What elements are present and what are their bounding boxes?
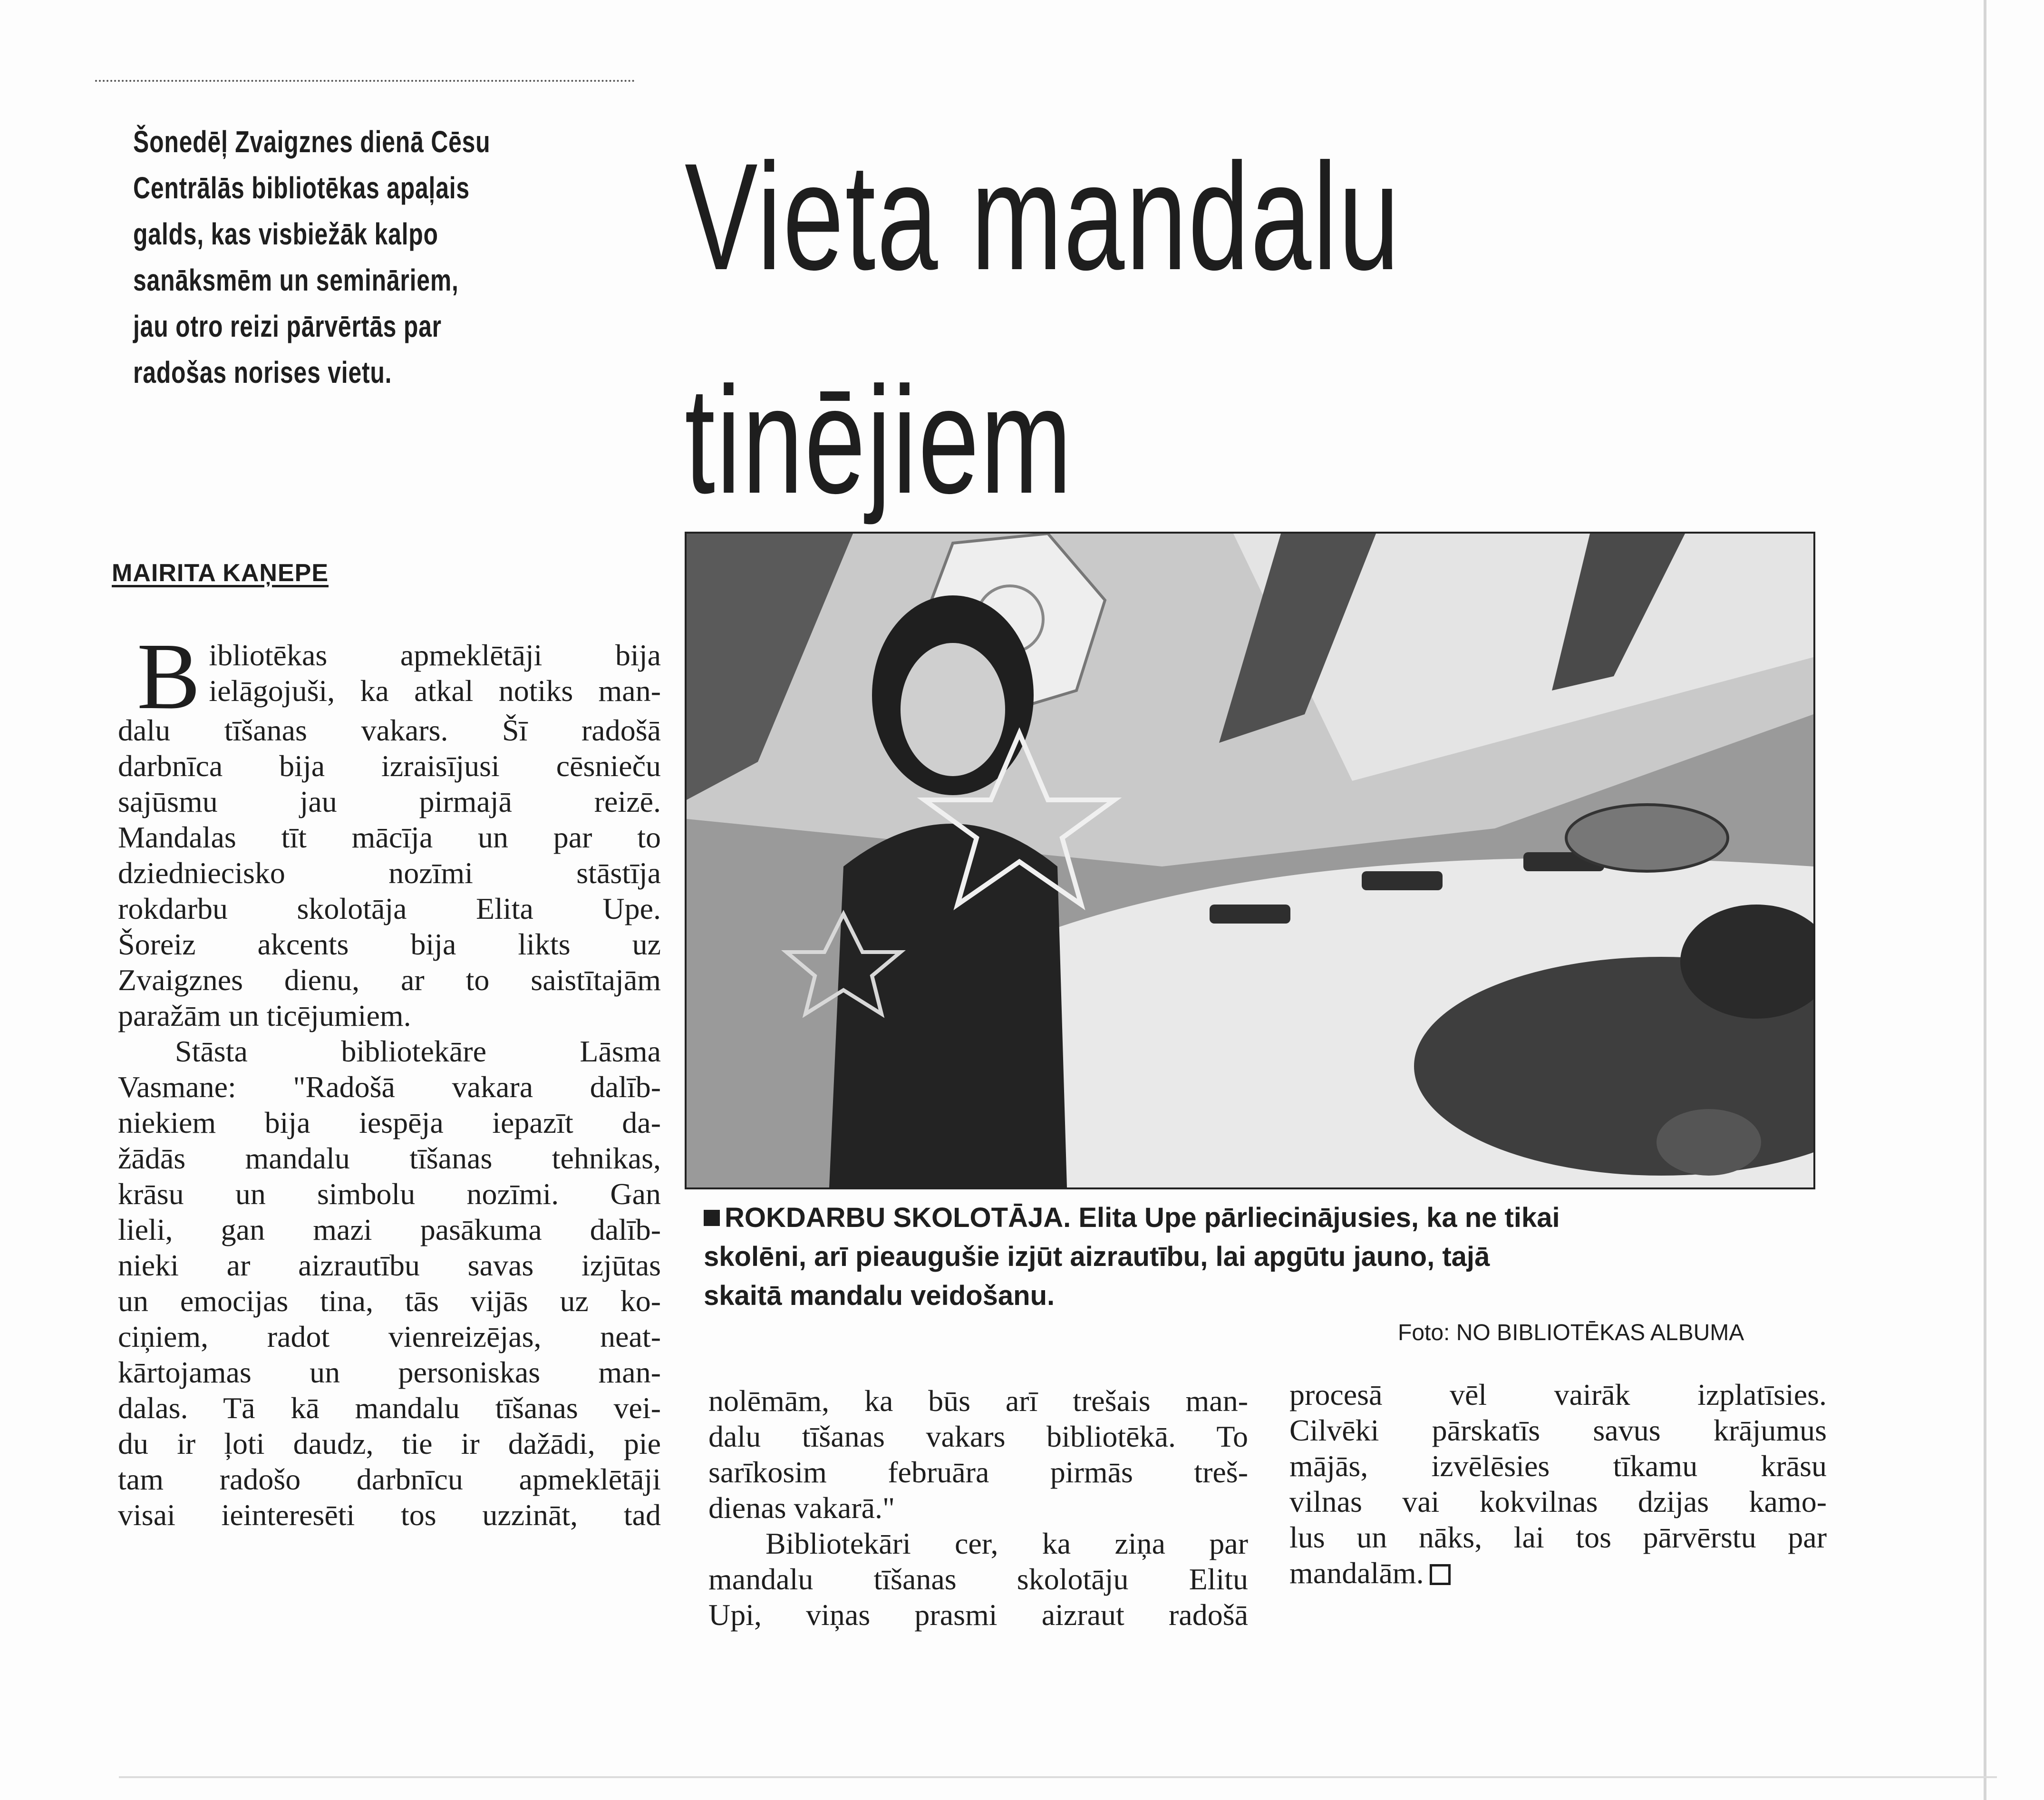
body-line: mandalu tīšanas skolotāju Elitu [708, 1562, 1248, 1596]
body-line: vilnas vai kokvilnas dzijas kamo- [1289, 1485, 1827, 1518]
body-line: paražām un ticējumiem. [118, 999, 411, 1032]
body-line: nieki ar aizrautību savas izjūtas [118, 1248, 661, 1282]
drop-cap: B [137, 624, 201, 729]
deck-line: Šonedēļ Zvaigznes dienā Cēsu [133, 125, 491, 159]
body-line: Upi, viņas prasmi aizraut radošā [708, 1598, 1248, 1632]
deck-line: radošas norises vietu. [133, 355, 392, 389]
body-line: darbnīca bija izraisījusi cēsnieču [118, 749, 661, 783]
body-line: sarīkosim februāra pirmās treš- [708, 1455, 1248, 1489]
caption-line [704, 1198, 1807, 1237]
body-line: dienas vakarā." [708, 1491, 895, 1525]
body-line: dziedniecisko nozīmi stāstīja [118, 856, 661, 890]
body-line: krāsu un simbolu nozīmi. Gan [118, 1177, 661, 1211]
body-line: Šoreiz akcents bija likts uz [118, 927, 661, 961]
body-line: Cilvēki pārskatīs savus krājumus [1289, 1413, 1827, 1447]
body-line: dalu tīšanas vakars bibliotēkā. To [708, 1420, 1248, 1453]
caption-line: skaitā mandalu veidošanu. [704, 1280, 1055, 1311]
body-line: lus un nāks, lai tos pārvērstu par [1289, 1520, 1827, 1554]
body-line: Stāsta bibliotekāre Lāsma [175, 1034, 661, 1068]
body-line: niekiem bija iespēja iepazīt da- [118, 1106, 661, 1139]
body-line: Zvaigznes dienu, ar to saistītajām [118, 963, 661, 997]
top-dotted-rule [95, 80, 635, 82]
body-column-1 [118, 624, 661, 1533]
body-line [1289, 1555, 1827, 1591]
body-line: dalas. Tā kā mandalu tīšanas vei- [118, 1391, 661, 1425]
article-deck [133, 119, 508, 396]
deck-line: sanāksmēm un semināriem, [133, 263, 459, 297]
body-line-text: mandalām. [1289, 1556, 1424, 1590]
body-column-3 [1289, 1377, 1827, 1591]
caption-text: ROKDARBU SKOLOTĀJA. Elita Upe pārliecinājusies, ka ne tikai [725, 1202, 1560, 1233]
body-line: procesā vēl vairāk izplatīsies. [1289, 1378, 1827, 1411]
headline-line: Vieta mandalu [685, 131, 1401, 302]
body-line: ciņiem, radot vienreizējas, neat- [118, 1320, 661, 1353]
caption-bullet [704, 1210, 720, 1226]
article-photo [685, 532, 1815, 1189]
caption-line: skolēni, arī pieaugušie izjūt aizrautību, lai apgūtu jauno, tajā [704, 1241, 1490, 1272]
body-line: kārtojamas un personiskas man- [118, 1355, 661, 1389]
body-line: du ir ļoti daudz, tie ir dažādi, pie [118, 1427, 661, 1460]
body-line: lieli, gan mazi pasākuma dalīb- [118, 1213, 661, 1246]
end-of-article-mark [1430, 1564, 1451, 1585]
body-line: visai ieinteresēti tos uzzināt, tad [118, 1498, 661, 1532]
photo-illustration [687, 534, 1813, 1187]
body-line: Mandalas tīt mācīja un par to [118, 820, 661, 854]
clipping-edge-right [1984, 0, 1986, 1800]
body-line: ibliotēkas apmeklētāji bija [209, 638, 661, 672]
body-line: žādās mandalu tīšanas tehnikas, [118, 1141, 661, 1175]
photo-credit: Foto: NO BIBLIOTĒKAS ALBUMA [1398, 1320, 1744, 1345]
body-line: sajūsmu jau pirmajā reizē. [118, 785, 661, 818]
body-column-2 [708, 1383, 1248, 1633]
body-line: Vasmane: "Radošā vakara dalīb- [118, 1070, 661, 1104]
deck-line: jau otro reizi pārvērtās par [133, 309, 442, 343]
body-line: tam radošo darbnīcu apmeklētāji [118, 1462, 661, 1496]
deck-line: galds, kas visbiežāk kalpo [133, 217, 438, 251]
body-line: nolēmām, ka būs arī trešais man- [708, 1384, 1248, 1418]
headline-line: tinējiem [685, 355, 1073, 525]
body-line: Bibliotekāri cer, ka ziņa par [765, 1527, 1248, 1560]
photo-caption [704, 1198, 1807, 1315]
author-byline: MAIRITA KAŅEPE [112, 559, 329, 587]
article-headline [685, 105, 1401, 552]
deck-line: Centrālās bibliotēkas apaļais [133, 171, 470, 205]
body-line: un emocijas tina, tās vijās uz ko- [118, 1284, 661, 1318]
body-line: rokdarbu skolotāja Elita Upe. [118, 892, 661, 925]
clipping-edge-bottom [119, 1776, 1997, 1778]
body-line: ielāgojuši, ka atkal notiks man- [209, 674, 661, 708]
body-line: dalu tīšanas vakars. Šī radošā [118, 713, 661, 747]
body-line: mājās, izvēlēsies tīkamu krāsu [1289, 1449, 1827, 1483]
